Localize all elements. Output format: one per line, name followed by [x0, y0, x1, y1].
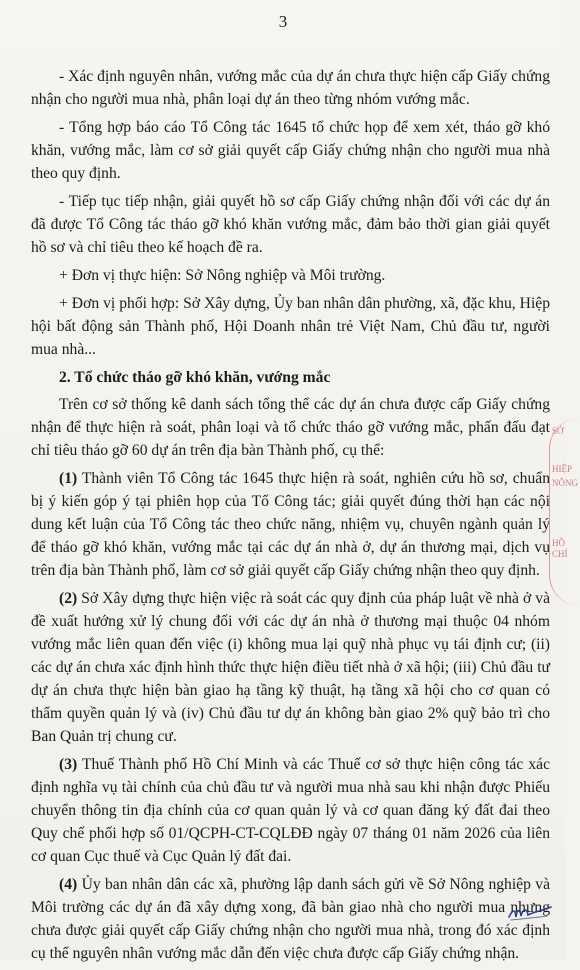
- item-number: (4): [59, 876, 78, 893]
- item-number: (3): [59, 756, 78, 773]
- item-number: (1): [59, 470, 78, 487]
- stamp-text: SỞ: [552, 426, 564, 436]
- stamp-text: HIỆP: [552, 464, 572, 474]
- paragraph-summary-report: - Tổng hợp báo cáo Tổ Công tác 1645 tổ chức họp để xem xét, tháo gỡ khó khăn, vướng mắc, làm cơ sở giải quyết cấp Giấy chứng nhận cho người mua nhà theo quy định.: [31, 119, 550, 182]
- paragraph-coordinating-units: + Đơn vị phối hợp: Sở Xây dựng, Ủy ban nhân dân phường, xã, đặc khu, Hiệp hội bất động sản Thành phố, Hội Doanh nhân trẻ Việt Nam, Chủ đầu tư, người mua nhà...: [31, 295, 550, 358]
- list-item: [31, 467, 550, 582]
- item-text: Thuế Thành phố Hồ Chí Minh và các Thuế cơ sở thực hiện công tác xác định nghĩa vụ tài chính của chủ đầu tư và người mua nhà sau khi nhận được Phiếu chuyển thông tin địa chính của cơ quan quản lý và cơ quan đăng ký đất đai theo Quy chế phối hợp số 01/QCPH-CT-CQLĐĐ ngày 07 tháng 01 năm 2026 của liên cơ quan Cục thuế và Cục Quản lý đất đai.: [31, 756, 550, 865]
- paragraph-determine-causes: - Xác định nguyên nhân, vướng mắc của dự án chưa thực hiện cấp Giấy chứng nhận cho người mua nhà, phân loại dự án theo từng nhóm vướng mắc.: [31, 68, 550, 108]
- section-heading: 2. Tổ chức tháo gỡ khó khăn, vướng mắc: [59, 369, 331, 386]
- official-stamp: [546, 418, 580, 608]
- list-item: [31, 873, 550, 965]
- item-text: Ủy ban nhân dân các xã, phường lập danh sách gửi về Sở Nông nghiệp và Môi trường các dự án đã xây dựng xong, đã bàn giao nhà cho người mua nhưng chưa được giải quyết cấp Giấy chứng nhận cho người mua nhà, trong đó xác định cụ thể nguyên nhân vướng mắc dẫn đến việc chưa được cấp Giấy chứng nhận.: [31, 876, 550, 962]
- stamp-text: NÔNG: [552, 478, 578, 488]
- stamp-ring: [549, 418, 580, 606]
- document-body: [31, 65, 550, 970]
- page-number: 3: [278, 12, 288, 31]
- stamp-text: HỒ CHÍ: [552, 538, 568, 559]
- list-item: [31, 587, 550, 748]
- list-item: [31, 753, 550, 868]
- item-text: Thành viên Tổ Công tác 1645 thực hiện rà soát, nghiên cứu hồ sơ, chuẩn bị ý kiến góp ý tại phiên họp của Tổ Công tác; giải quyết đúng thời hạn các nội dung kết luận của Tổ Công tác theo chức năng, nhiệm vụ, chuyên ngành quản lý để tháo gỡ khó khăn, vướng mắc tại các dự án nhà ở, dự án thương mại, dịch vụ trên địa bàn Thành phố, làm cơ sở giải quyết cấp Giấy chứng nhận theo quy định.: [31, 470, 550, 579]
- item-text: Sở Xây dựng thực hiện việc rà soát các quy định của pháp luật về nhà ở và đề xuất hướng xử lý chung đối với các dự án nhà ở thương mại thuộc 04 nhóm vướng mắc liên quan đến việc (i) không mua lại quỹ nhà phục vụ tái định cư; (ii) các dự án chưa xác định hình thức thực hiện điều tiết nhà ở xã hội; (iii) Chủ đầu tư dự án chưa thực hiện bàn giao hạ tầng kỹ thuật, hạ tầng xã hội cho cơ quan có thẩm quyền quản lý và (iv) Chủ đầu tư dự án không bàn giao 2% quỹ bảo trì cho Ban Quản trị chung cư.: [31, 590, 550, 745]
- paragraph-continue-receiving: - Tiếp tục tiếp nhận, giải quyết hồ sơ cấp Giấy chứng nhận đối với các dự án đã được Tổ Công tác tháo gỡ khó khăn vướng mắc, đảm bảo thời gian giải quyết hồ sơ và chỉ tiêu theo kế hoạch đề ra.: [31, 193, 550, 256]
- item-number: (2): [59, 590, 78, 607]
- section-intro: Trên cơ sở thống kê danh sách tổng thể các dự án chưa được cấp Giấy chứng nhận để thực hiện rà soát, phân loại và tổ chức tháo gỡ vướng mắc, phấn đấu đạt chỉ tiêu tháo gỡ 60 dự án trên địa bàn Thành phố, cụ thể:: [31, 396, 550, 459]
- paragraph-implementing-unit: + Đơn vị thực hiện: Sở Nông nghiệp và Môi trường.: [59, 267, 386, 284]
- handwritten-initial: [505, 895, 555, 925]
